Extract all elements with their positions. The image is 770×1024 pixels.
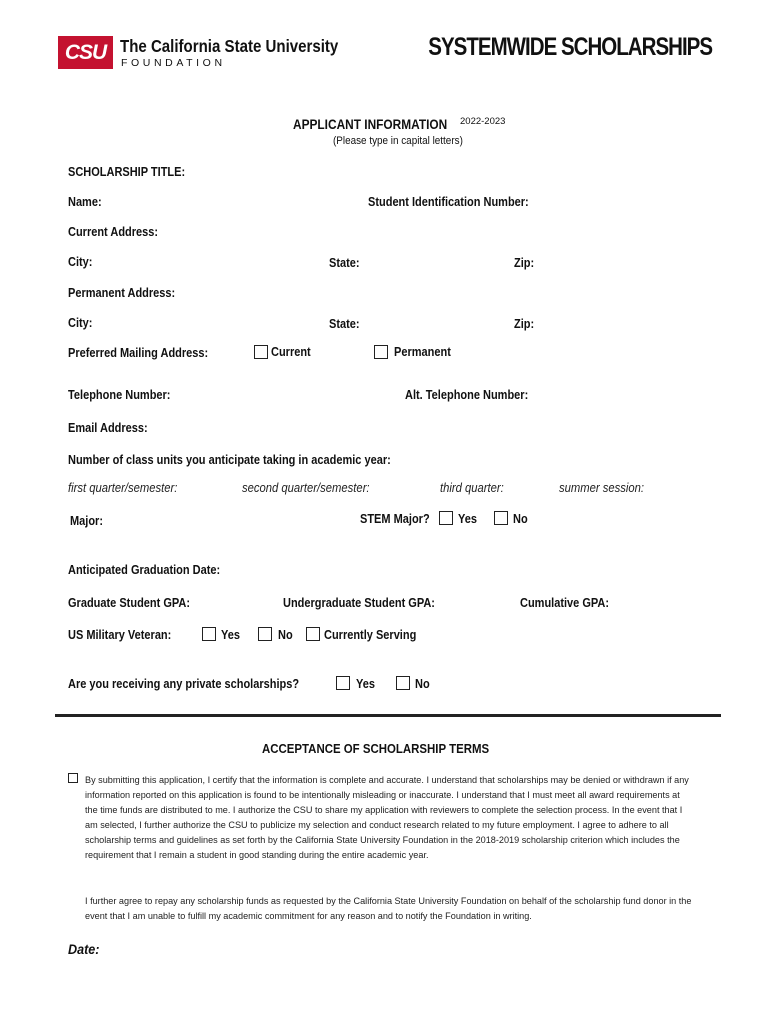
currently-serving-label: Currently Serving: [324, 628, 417, 642]
terms-heading: ACCEPTANCE OF SCHOLARSHIP TERMS: [262, 741, 490, 756]
section-divider: [55, 714, 721, 717]
second-quarter-label: second quarter/semester:: [242, 481, 370, 495]
date-label: Date:: [68, 941, 100, 957]
terms-paragraph-1: By submitting this application, I certify that the information is complete and accurate. I understand that scholarships may be denied or withdrawn if any information reported on this application is found to be intentionally misleading or inaccurate. I understand that I must meet all award requirements at the time funds are distributed to me. I authorize the CSU to share my application with reviewers to complete the selection process. In the event that I am selected, I further authorize the CSU to publicize my selection and conduct research related to my future employment. I agree to adhere to all scholarship terms and guidelines as set forth by the California State University Foundation in the 2018-2019 scholarship criterion which includes the requirement that I remain a student in good standing during the entire academic year.: [85, 775, 689, 861]
alt-telephone-label: Alt. Telephone Number:: [405, 388, 529, 402]
org-name: The California State University: [120, 36, 339, 56]
permanent-city-label: City:: [68, 316, 93, 330]
permanent-state-label: State:: [329, 317, 360, 331]
org-subtitle: FOUNDATION: [121, 57, 226, 69]
stem-major-label: STEM Major?: [360, 512, 430, 526]
name-label: Name:: [68, 195, 102, 209]
scholarship-title-label: SCHOLARSHIP TITLE:: [68, 165, 186, 179]
form-title-row: [293, 116, 468, 134]
undergrad-gpa-label: Undergraduate Student GPA:: [283, 596, 435, 610]
current-address-label: Current Address:: [68, 225, 159, 239]
grad-date-label: Anticipated Graduation Date:: [68, 563, 221, 577]
third-quarter-label: third quarter:: [440, 481, 504, 495]
grad-gpa-label: Graduate Student GPA:: [68, 596, 191, 610]
form-subtitle: (Please type in capital letters): [333, 135, 463, 147]
private-yes-label: Yes: [356, 677, 375, 691]
email-label: Email Address:: [68, 421, 148, 435]
veteran-no-checkbox[interactable]: [258, 627, 272, 641]
veteran-yes-label: Yes: [221, 628, 240, 642]
zip-label: Zip:: [514, 256, 535, 270]
csu-logo: [58, 36, 113, 69]
permanent-checkbox[interactable]: [374, 345, 388, 359]
telephone-label: Telephone Number:: [68, 388, 171, 402]
summer-session-label: summer session:: [559, 481, 645, 495]
cumulative-gpa-label: Cumulative GPA:: [520, 596, 610, 610]
permanent-zip-label: Zip:: [514, 317, 535, 331]
current-checkbox[interactable]: [254, 345, 268, 359]
stem-no-checkbox[interactable]: [494, 511, 508, 525]
private-no-checkbox[interactable]: [396, 676, 410, 690]
permanent-option-label: Permanent: [394, 345, 451, 359]
form-title: APPLICANT INFORMATION: [293, 117, 448, 132]
state-label: State:: [329, 256, 360, 270]
form-year: 2022-2023: [460, 116, 506, 127]
veteran-label: US Military Veteran:: [68, 628, 172, 642]
veteran-no-label: No: [278, 628, 293, 642]
current-option-label: Current: [271, 345, 311, 359]
logo-text: CSU: [64, 40, 107, 64]
program-title: SYSTEMWIDE SCHOLARSHIPS: [428, 33, 712, 61]
permanent-address-label: Permanent Address:: [68, 286, 176, 300]
terms-paragraph-2: I further agree to repay any scholarship funds as requested by the California State University Foundation on behalf of the scholarship fund donor in the event that I am unable to fulfill my academic commitment for any reason and to notify the Foundation in writing.: [85, 896, 692, 922]
terms-accept-checkbox[interactable]: [68, 773, 78, 783]
private-yes-checkbox[interactable]: [336, 676, 350, 690]
stem-no-label: No: [513, 512, 528, 526]
veteran-yes-checkbox[interactable]: [202, 627, 216, 641]
currently-serving-checkbox[interactable]: [306, 627, 320, 641]
stem-yes-label: Yes: [458, 512, 477, 526]
city-label: City:: [68, 255, 93, 269]
major-label: Major:: [70, 514, 103, 528]
stem-yes-checkbox[interactable]: [439, 511, 453, 525]
private-scholarships-label: Are you receiving any private scholarships?: [68, 677, 300, 691]
preferred-mailing-label: Preferred Mailing Address:: [68, 346, 209, 360]
first-quarter-label: first quarter/semester:: [68, 481, 178, 495]
student-id-label: Student Identification Number:: [368, 195, 529, 209]
units-question: Number of class units you anticipate taking in academic year:: [68, 453, 391, 467]
private-no-label: No: [415, 677, 430, 691]
